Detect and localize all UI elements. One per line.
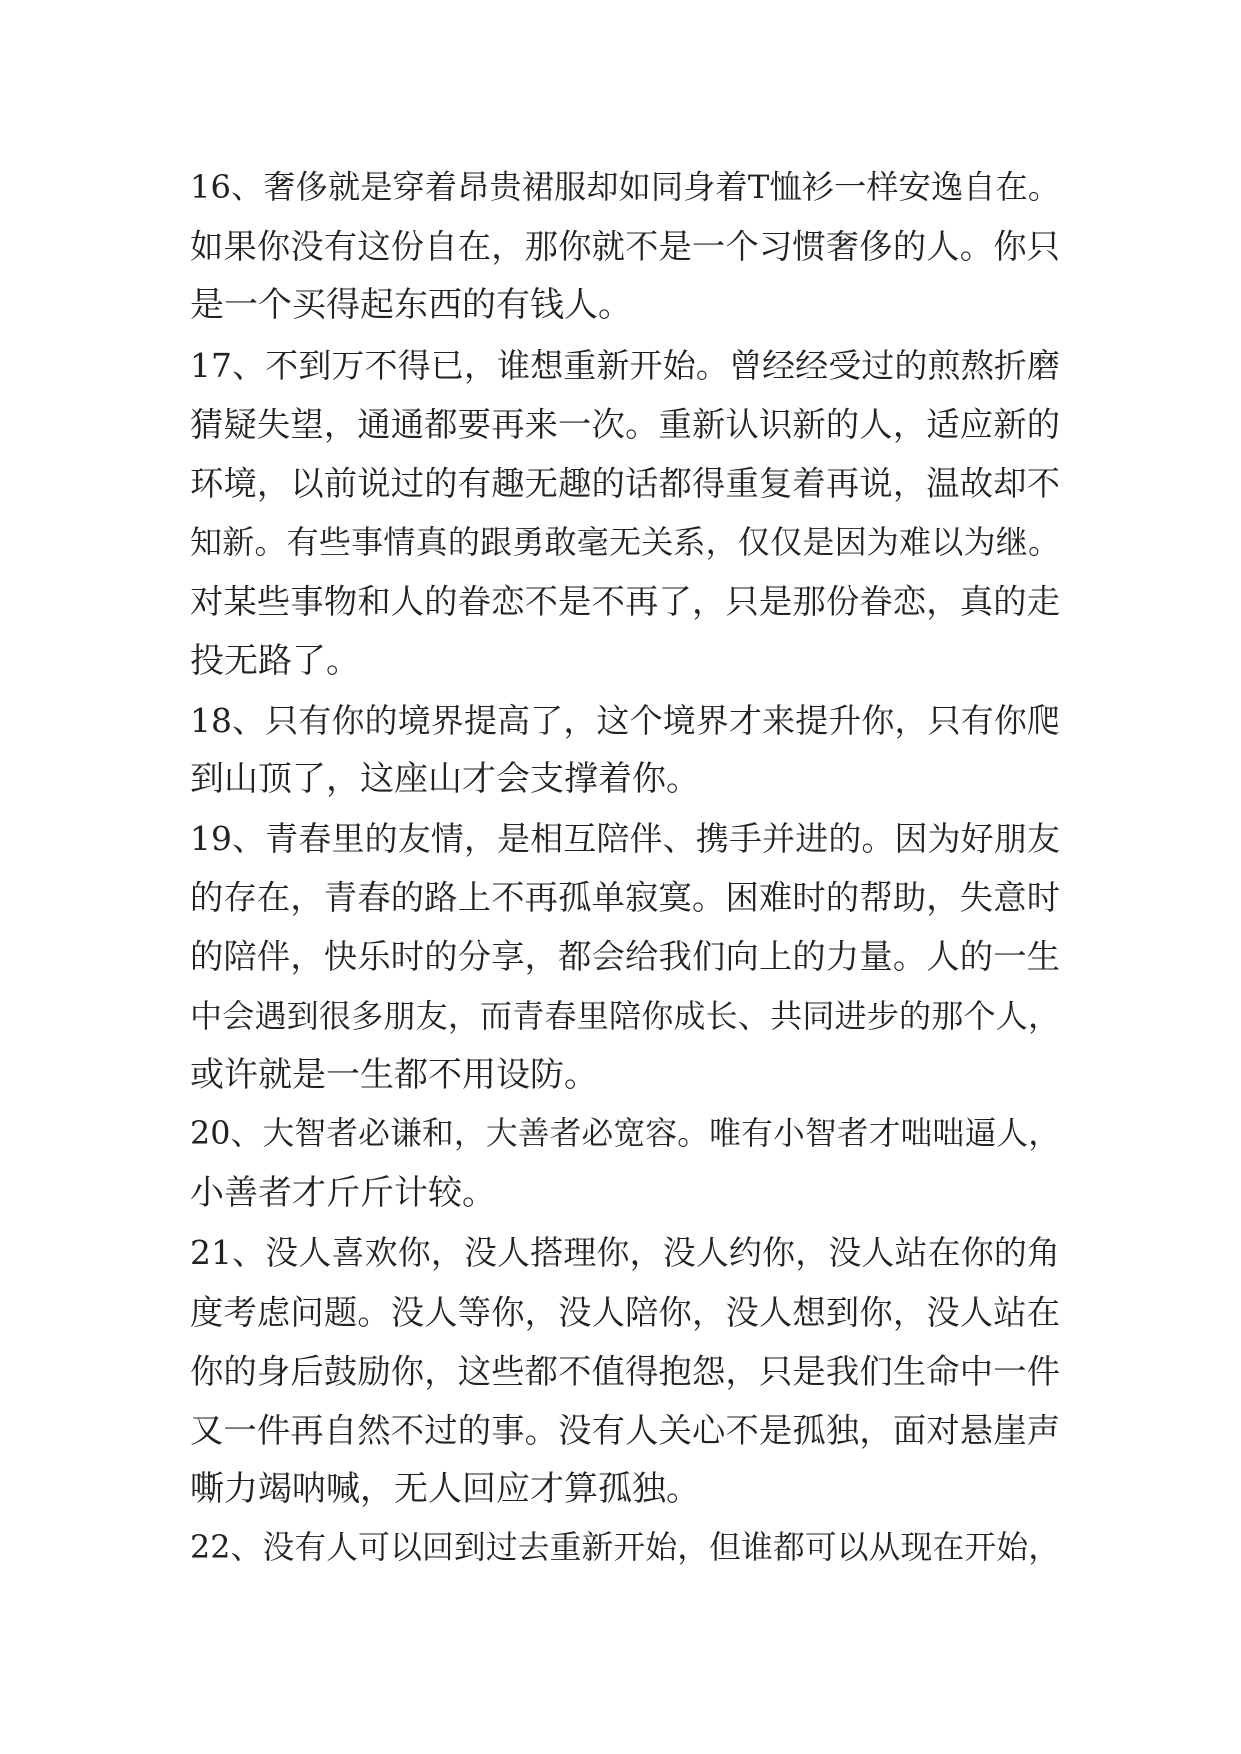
text-line: 又一件再自然不过的事。没有人关心不是孤独，面对悬崖声: [190, 1410, 1060, 1450]
text-line: 16、奢侈就是穿着昂贵裙服却如同身着T恤衫一样安逸自在。: [190, 168, 1060, 206]
text-line: 21、没人喜欢你，没人搭理你，没人约你，没人站在你的角: [190, 1233, 1060, 1273]
document-body: [190, 158, 1060, 1579]
text-line: 中会遇到很多朋友，而青春里陪你成长、共同进步的那个人，: [190, 996, 1060, 1035]
text-line: 的存在，青春的路上不再孤单寂寞。困难时的帮助，失意时: [190, 878, 1060, 918]
text-line: 19、青春里的友情，是相互陪伴、携手并进的。因为好朋友: [190, 819, 1060, 859]
text-line: 对某些事物和人的眷恋不是不再了，只是那份眷恋，真的走: [190, 582, 1060, 622]
text-line: 你的身后鼓励你，这些都不值得抱怨，只是我们生命中一件: [190, 1351, 1060, 1391]
text-line: 或许就是一生都不用设防。: [190, 1054, 598, 1095]
text-line: 如果你没有这份自在，那你就不是一个习惯奢侈的人。你只: [190, 227, 1060, 267]
text-line: 度考虑问题。没人等你，没人陪你，没人想到你，没人站在: [190, 1292, 1060, 1332]
text-line: 17、不到万不得已，谁想重新开始。曾经经受过的煎熬折磨: [190, 345, 1060, 385]
text-line: 18、只有你的境界提高了，这个境界才来提升你，只有你爬: [190, 700, 1060, 740]
text-line: 环境，以前说过的有趣无趣的话都得重复着再说，温故却不: [190, 463, 1060, 503]
text-line: 是一个买得起东西的有钱人。: [190, 285, 632, 326]
text-line: 嘶力竭呐喊，无人回应才算孤独。: [190, 1469, 700, 1510]
text-line: 知新。有些事情真的跟勇敢毫无关系，仅仅是因为难以为继。: [190, 523, 1060, 562]
text-line: 22、没有人可以回到过去重新开始，但谁都可以从现在开始，: [190, 1530, 1060, 1567]
text-line: 猜疑失望，通通都要再来一次。重新认识新的人，适应新的: [190, 404, 1060, 444]
text-line: 投无路了。: [190, 640, 360, 681]
text-line: 到山顶了，这座山才会支撑着你。: [190, 758, 700, 799]
text-line: 20、大智者必谦和，大善者必宽容。唯有小智者才咄咄逼人，: [190, 1116, 1060, 1152]
text-line: 的陪伴，快乐时的分享，都会给我们向上的力量。人的一生: [190, 937, 1060, 977]
text-line: 小善者才斤斤计较。: [190, 1173, 496, 1214]
